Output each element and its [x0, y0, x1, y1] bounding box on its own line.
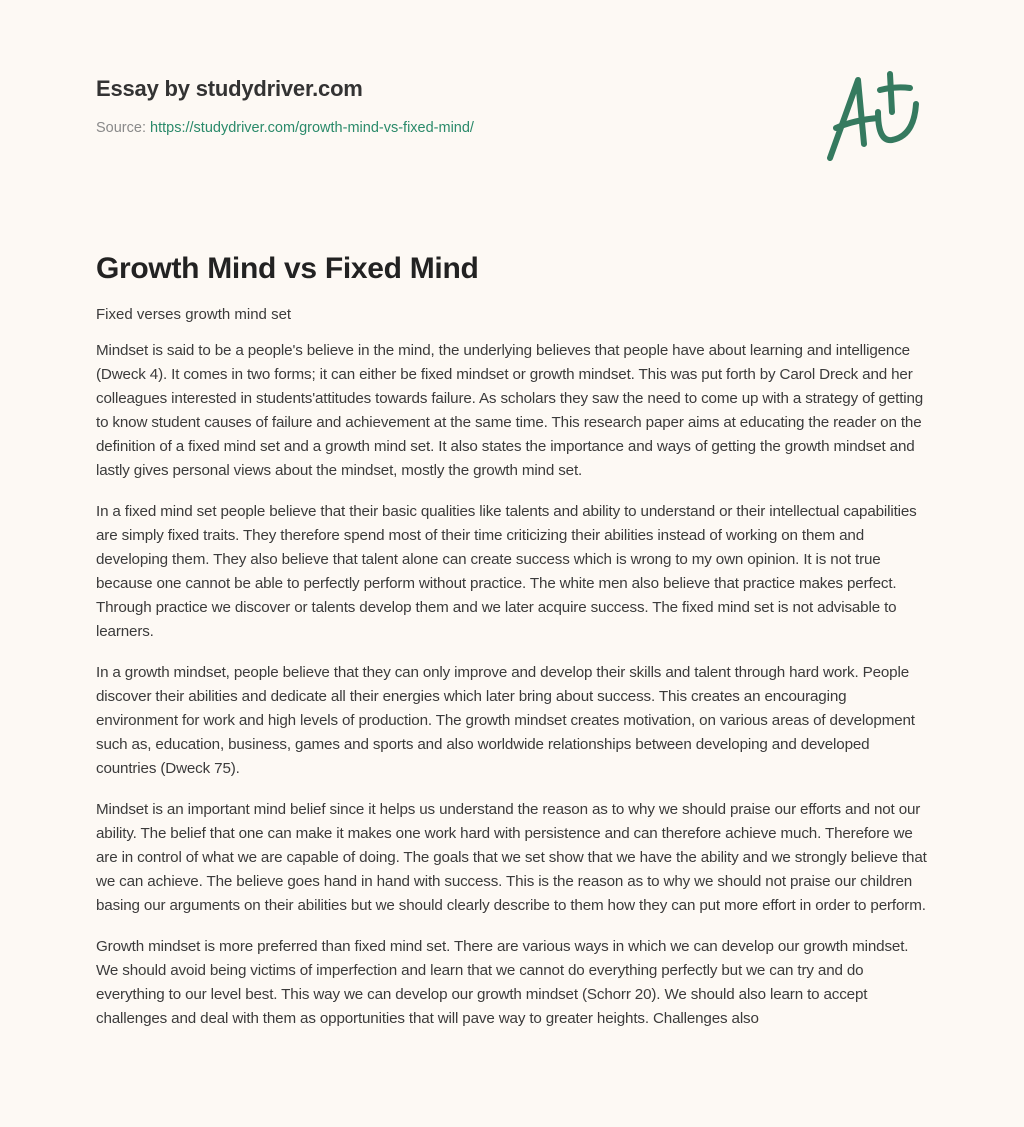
essay-title: Growth Mind vs Fixed Mind: [96, 252, 479, 285]
page-header: [96, 76, 928, 136]
source-line: [96, 120, 928, 136]
site-title: Essay by studydriver.com: [96, 76, 363, 101]
essay-paragraph: In a fixed mind set people believe that their basic qualities like talents and ability to understand or their intellectual capabilities are simply fixed traits. They therefore spend most of their time criticizing their abilities instead of working on them and developing them. They also believe that talent alone can create success which is wrong to my own opinion. It is not true because one cannot be able to perfectly perform without practice. The white men also believe that practice makes perfect. Through practice we discover or talents develop them and we later acquire success. The fixed mind set is not advisable to learners.: [96, 503, 917, 640]
essay-paragraph: In a growth mindset, people believe that they can only improve and develop their skills and talent through hard work. People discover their abilities and dedicate all their energies which later bring about success. This creates an encouraging environment for work and high levels of production. The growth mindset creates motivation, on various areas of development such as, education, business, games and sports and also worldwide relationships between developing and developed countries (Dweck 75).: [96, 664, 915, 777]
source-link[interactable]: https://studydriver.com/growth-mind-vs-fixed-mind/: [150, 120, 474, 136]
essay-paragraph: Mindset is an important mind belief since it helps us understand the reason as to why we should praise our efforts and not our ability. The belief that one can make it makes one work hard with persistence and can therefore achieve much. Therefore we are in control of what we are capable of doing. The goals that we set show that we have the ability and we strongly believe that we can achieve. The believe goes hand in hand with success. This is the reason as to why we should not praise our children basing our arguments on their abilities but we should clearly describe to them how they can put more effort in order to perform.: [96, 801, 927, 914]
source-label: Source:: [96, 120, 146, 136]
a-plus-icon: [818, 66, 930, 166]
essay-paragraph: Mindset is said to be a people's believe in the mind, the underlying believes that people have about learning and intelligence (Dweck 4). It comes in two forms; it can either be fixed mindset or growth mindset. This was put forth by Carol Dreck and her colleagues interested in students'attitudes towards failure. As scholars they saw the need to come up with a strategy of getting to know student causes of failure and achievement at the same time. This research paper aims at educating the reader on the definition of a fixed mind set and a growth mind set. It also states the importance and ways of getting the growth mindset and lastly gives personal views about the mindset, mostly the growth mind set.: [96, 342, 924, 479]
essay-paragraph: Growth mindset is more preferred than fixed mind set. There are various ways in which we can develop our growth mindset. We should avoid being victims of imperfection and learn that we cannot do everything perfectly but we can try and do everything to our level best. This way we can develop our growth mindset (Schorr 20). We should also learn to accept challenges and deal with them as opportunities that will pave way to greater heights. Challenges also: [96, 938, 909, 1027]
essay-content: [96, 252, 928, 1048]
essay-subtitle: Fixed verses growth mind set: [96, 306, 292, 323]
